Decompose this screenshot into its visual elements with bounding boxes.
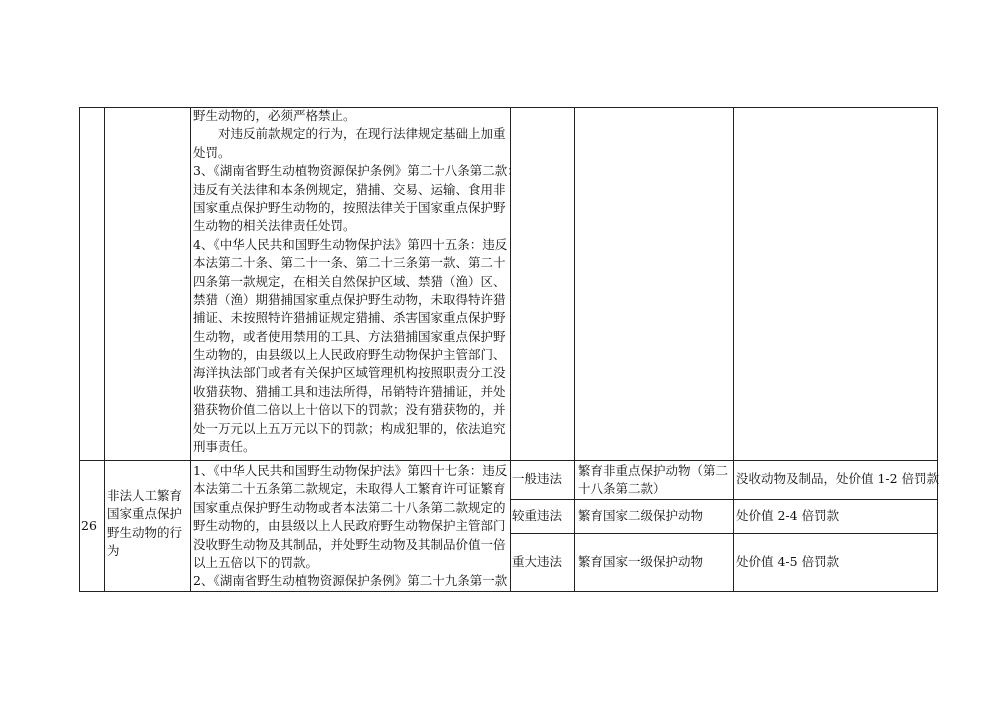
column-divider-item — [190, 107, 191, 591]
law-line: 本法第二十条、第二十一条、第二十三条第一款、第二十 — [193, 255, 506, 271]
law-line: 1、《中华人民共和国野生动物保护法》第四十七条：违反 — [193, 463, 508, 478]
law-line: 收猎获物、猎捕工具和违法所得，吊销特许猎捕证，并处 — [193, 383, 506, 399]
penalty-standard: 处价值 4-5 倍罚款 — [736, 554, 840, 569]
law-line: 生动物的相关法律责任处罚。 — [193, 218, 356, 234]
row-divider — [79, 460, 938, 461]
violation-circumstance — [578, 507, 703, 525]
table-border-bottom — [79, 591, 938, 592]
law-line: 生动物，或者使用禁用的工具、方法猎捕国家重点保护野 — [193, 328, 506, 344]
law-line: 禁猎（渔）期猎捕国家重点保护野生动物，未取得特许猎 — [193, 291, 506, 307]
circumstance-line: 十八条第二款） — [578, 481, 666, 497]
law-line: 国家重点保护野生动物的，按照法律关于国家重点保护野 — [193, 199, 506, 215]
circumstance-line: 繁育国家一级保护动物 — [578, 554, 704, 569]
circumstance-line: 繁育非重点保护动物（第二 — [578, 463, 729, 478]
row-number: 26 — [81, 518, 97, 533]
law-line: 处罚。 — [193, 144, 231, 160]
violation-level: 一般违法 — [512, 471, 563, 486]
law-line: 四条第一款规定，在相关自然保护区域、禁猎（渔）区、 — [193, 273, 506, 289]
column-divider-number — [104, 107, 105, 591]
law-line: 猎获物价值二倍以上十倍以下的罚款；没有猎获物的，并 — [193, 402, 506, 418]
law-line: 野生动物的，由县级以上人民政府野生动物保护主管部门 — [193, 518, 506, 534]
law-line: 捕证、未按照特许猎捕证规定猎捕、杀害国家重点保护野 — [193, 310, 506, 326]
column-divider-circumstance — [733, 107, 734, 591]
violation-item — [107, 487, 182, 561]
level-divider-2 — [510, 533, 938, 534]
law-line: 对违反前款规定的行为，在现行法律规定基础上加重 — [193, 126, 506, 142]
column-divider-level — [574, 107, 575, 591]
law-line: 生动物的，由县级以上人民政府野生动物保护主管部门、 — [193, 347, 506, 363]
violation-level: 较重违法 — [512, 508, 563, 523]
level-divider-1 — [510, 499, 938, 500]
law-line: 3、《湖南省野生动植物资源保护条例》第二十八条第二款： — [193, 163, 520, 179]
item-line: 野生动物的行 — [107, 524, 183, 540]
law-line: 本法第二十五条第二款规定，未取得人工繁育许可证繁育 — [193, 481, 506, 497]
law-line: 4、《中华人民共和国野生动物保护法》第四十五条：违反 — [193, 236, 508, 252]
law-line: 没收野生动物及其制品，并处野生动物及其制品价值一倍 — [193, 536, 506, 552]
law-line: 以上五倍以下的罚款。 — [193, 554, 319, 570]
item-line: 为 — [107, 543, 120, 559]
violation-circumstance — [578, 553, 703, 571]
law-line: 国家重点保护野生动物或者本法第二十八条第二款规定的 — [193, 499, 506, 515]
item-line: 非法人工繁育 — [107, 488, 183, 503]
law-line: 野生动物的，必须严格禁止。 — [193, 108, 356, 123]
table-border-right — [937, 107, 938, 591]
row-26-law-text — [193, 462, 511, 591]
item-line: 国家重点保护 — [107, 506, 183, 522]
prev-row-law-text — [193, 107, 520, 456]
law-line: 刑事责任。 — [193, 439, 256, 455]
table-border-left — [79, 107, 80, 591]
law-line: 2、《湖南省野生动植物资源保护条例》第二十九条第一款 — [193, 573, 508, 589]
penalty-standard: 处价值 2-4 倍罚款 — [736, 508, 840, 523]
violation-circumstance — [578, 462, 728, 499]
circumstance-line: 繁育国家二级保护动物 — [578, 508, 704, 523]
law-line: 违反有关法律和本条例规定，猎捕、交易、运输、食用非 — [193, 181, 506, 197]
law-line: 海洋执法部门或者有关保护区域管理机构按照职责分工没 — [193, 365, 506, 381]
law-line: 处一万元以上五万元以下的罚款；构成犯罪的，依法追究 — [193, 420, 506, 436]
violation-level: 重大违法 — [512, 554, 563, 569]
penalty-standard: 没收动物及制品，处价值 1-2 倍罚款 — [736, 471, 940, 486]
